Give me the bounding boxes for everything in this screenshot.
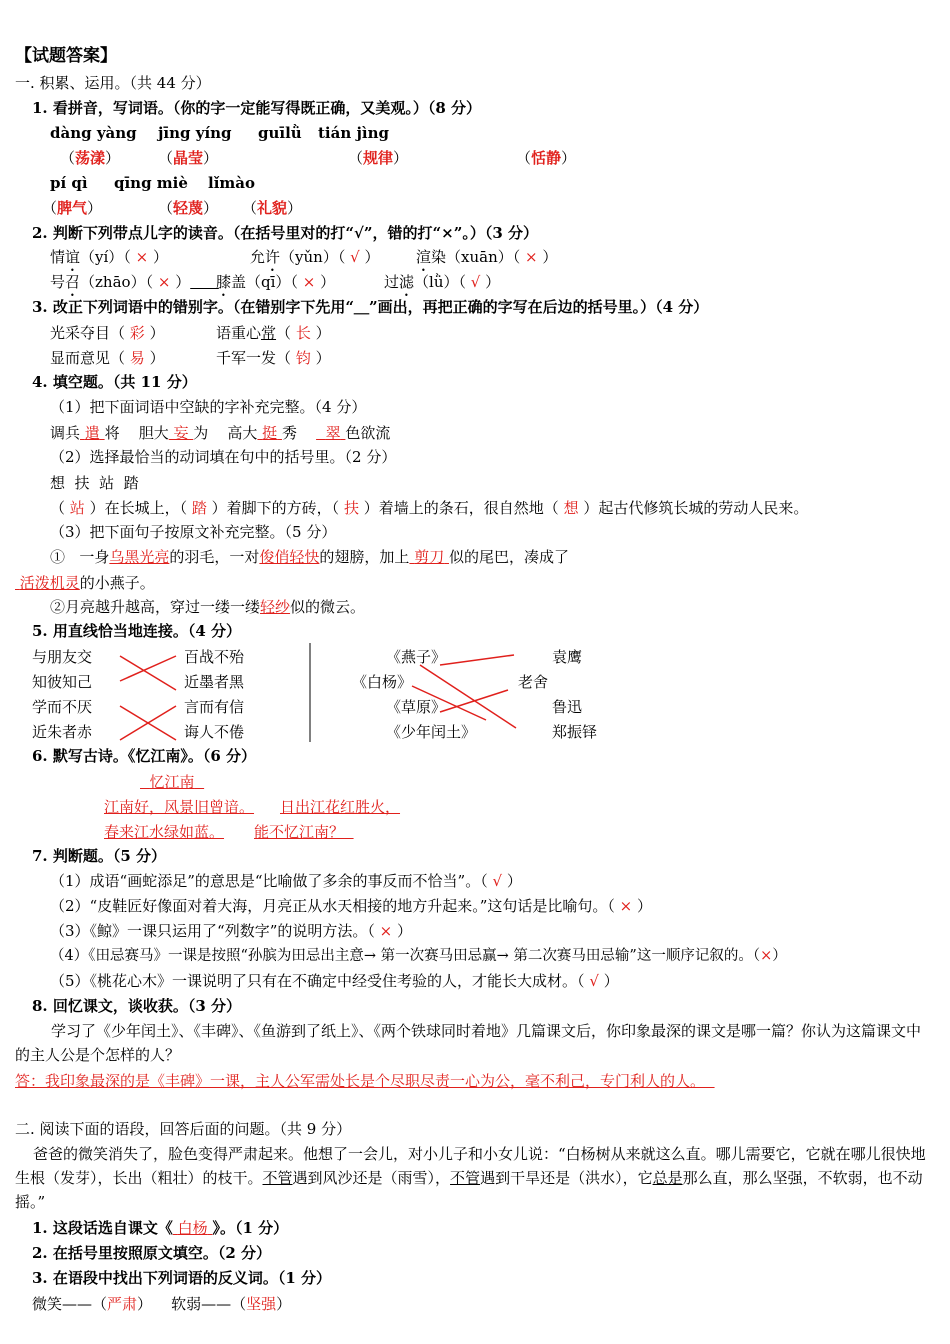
q4-word-3-a: 高大 [227,424,258,442]
q4-p2-num: ② [50,598,66,616]
q4-p1-f1: 乌黑光亮 [109,548,170,566]
q3-item-3-pre: 显而意见 [50,349,111,367]
pinyin-4: tián jìng [318,124,389,142]
s2-q3-a1: 严肃 [107,1295,138,1313]
q5-right2-4: 郑振铎 [552,723,598,741]
q3-item-2-ans: 长 [295,324,311,342]
poem-line-4 [254,822,354,842]
q2-item-4-mark: × [157,273,171,291]
passage-u3: 总是 [652,1169,683,1187]
pinyin-6: qīng miè [114,174,188,192]
answer-7-text: 礼貌 [257,199,288,217]
match-line-8 [440,690,508,712]
q2-item-2: 允许（yǔn）（ √ ） [250,248,380,266]
q7-item-4 [50,946,787,966]
poem-line-1-text: 江南好，风景旧曾谙。 [104,798,255,816]
passage-p3: 遇到干旱还是（洪水），它 [480,1169,653,1187]
pinyin-5: pí qì [50,174,88,192]
pinyin-7: lǐmào [208,174,255,192]
poem-line-4-text: 能不忆江南？ [254,823,345,841]
q7-title-text: 7. 判断题。（5 分） [32,847,167,865]
q2-item-1: 情谊（yí）（ × ） [50,248,168,266]
q2-item-3-dot: 渲 [416,248,432,266]
q1-title-text: 1. 看拼音，写词语。（你的字一定能写得既正确，又美观。）（8 分） [32,99,482,117]
q8-answer-text: 答：我印象最深的是《丰碑》一课，主人公军需处长是个尽职尽责一心为公，毫不利己，专门利人的人。 [15,1072,706,1090]
poem-line-1 [104,797,264,817]
q5-left2-4: 《少年闰土》 [386,723,477,741]
q5-left2-1: 《燕子》 [386,648,447,666]
answer-4: （恬静） [516,149,577,167]
q4-p1-t5: 的小燕子。 [79,574,155,592]
q4-word-1-a: 调兵 [50,424,81,442]
q7-item-4-mark: × [760,948,773,964]
match-line-7 [412,686,486,720]
q2-item-3-mark: × [525,248,538,266]
q4-sent-a1: 站 [69,499,85,517]
q7-item-4-end: ） [772,948,787,964]
q7-item-2-mark: × [619,897,633,915]
answer-4-text: 恬静 [531,149,562,167]
answer-1: （荡漾） [60,149,121,167]
pinyin-1: dàng yàng [50,124,137,142]
q7-item-1-mark: √ [492,872,503,890]
q3-item-3: 显而意见（ 易 ） [50,349,165,367]
poem-line-3 [104,822,224,842]
q4-p1-t1: 一身 [79,548,110,566]
s2-q1 [32,1218,288,1238]
reading-passage [15,1142,935,1214]
q7-item-1-end: ） [506,872,522,890]
q4-word-2-b: 为 [193,424,209,442]
answer-7: （礼貌） [242,199,303,217]
q2-item-2-py: （yǔn） [280,248,338,266]
q5-right2-3: 鲁迅 [552,698,583,716]
q3-item-4-ans: 钧 [295,349,311,367]
q6-title-text: 6. 默写古诗。《忆江南》。（6 分） [32,747,257,765]
q8-answer [15,1071,715,1091]
q4-p1-f4: 活泼机灵 [19,574,80,592]
q4-sub2: （2）选择最恰当的动词填在句中的括号里。（2 分） [50,448,397,466]
match-line-6 [440,655,514,665]
q4-word-2-fill: 妄 [173,424,189,442]
q7-item-2 [50,896,652,916]
passage-u1: 不管 [262,1169,293,1187]
q4-sent-t4: ）起古代修筑长城的劳动人民来。 [583,499,809,517]
q7-item-3-mark: × [379,922,393,940]
answer-5-text: 脾气 [57,199,88,217]
q7-item-5-text: （5）《桃花心木》一课说明了只有在不确定中经受住考验的人，才能长大成材。（ [50,972,585,990]
q2-item-2-mark: √ [350,248,360,266]
q2-item-3-py: （xuān） [446,248,513,266]
q4-word-2-a: 胆大 [138,424,169,442]
s2-q2: 2. 在括号里按照原文填空。（2 分） [32,1244,272,1262]
q3-item-3-ans: 易 [129,349,145,367]
q4-sent-a4: 想 [563,499,579,517]
q4-verbs: 想 扶 站 踏 [50,474,139,492]
page-title: 【试题答案】 [15,46,117,66]
pinyin-3: guīlǜ [258,124,302,142]
q5-left-2: 知彼知己 [32,673,93,691]
q5-left-3: 学而不厌 [32,698,93,716]
s2-q1-end: 》。（1 分） [212,1219,289,1237]
q4-sent-a3: 扶 [343,499,359,517]
q4-sent-a2: 踏 [191,499,207,517]
q7-item-3-text: （3）《鲸》一课只运用了“列数字”的说明方法。（ [50,922,375,940]
s2-q3-answers [32,1294,291,1314]
poem-title [140,772,204,792]
q5-right-2: 近墨者黑 [184,673,245,691]
passage-p2: 遇到风沙还是（雨雪）， [292,1169,451,1187]
q4-sent-t3: ）着墙上的条石，很自然地（ [363,499,559,517]
answer-2: （晶莹） [158,149,219,167]
q8-title [32,996,241,1016]
q4-p1-f2: 俊俏轻快 [259,548,320,566]
q5-left2-2: 《白杨》 [352,673,413,691]
q4-sub3: （3）把下面句子按原文补充完整。（5 分） [50,523,337,541]
q4-sentence: （ 站 ）在长城上，（ 踏 ）着脚下的方砖，（ 扶 ）着墙上的条石，很自然地（ 想 ）起古代修筑长城的劳动人民来。 [50,499,809,517]
q2-item-4-dot: 召 [65,273,81,291]
q3-title-text: 3. 改正下列词语中的错别字。（在错别字下先用“＿”画出，再把正确的字写在后边的括号里。）（4 分） [32,298,709,316]
q4-p1-t2: 的羽毛，一对 [169,548,260,566]
q3-item-2-err: 常 [261,324,277,342]
answer-5: （脾气） [42,199,103,217]
answer-1-text: 荡漾 [75,149,106,167]
q7-item-2-text: （2）“皮鞋匠好像面对着大海，月亮正从水天相接的地方升起来。”这句话是比喻句。（ [50,897,615,915]
match-line-2 [120,656,176,681]
answer-2-text: 晶莹 [173,149,204,167]
q2-item-3: 渲染（xuān）（ × ） [416,248,558,266]
q3-item-1-ans: 彩 [129,324,145,342]
q5-title-text: 5. 用直线恰当地连接。（4 分） [32,622,242,640]
q5-right2-1: 袁鹰 [552,648,583,666]
q2-item-1-mark: × [135,248,149,266]
q4-p1-f3: 剪刀 [414,548,445,566]
q7-item-3-end: ） [397,922,413,940]
q4-word-3-fill: 挺 [262,424,278,442]
q4-word-3-b: 秀 [281,424,297,442]
q5-left2-3: 《草原》 [386,698,447,716]
section1-title: 一. 积累、运用。（共 44 分） [15,74,211,92]
q8-title-text: 8. 回忆课文，谈收获。（3 分） [32,997,242,1015]
poem-line-3-text: 春来江水绿如蓝。 [104,823,225,841]
q2-item-5-mark: × [302,273,316,291]
s2-q1-answer: 白杨 [177,1219,208,1237]
q3-item-2-pre: 语重心 [216,324,262,342]
q4-sub1: （1）把下面词语中空缺的字补充完整。（4 分） [50,398,367,416]
q4-word-1-b: 将 [104,424,120,442]
answer-6: （轻蔑） [158,199,219,217]
poem-title-text: 忆江南 [149,773,195,791]
q7-item-2-end: ） [637,897,653,915]
passage-u2: 不管 [450,1169,481,1187]
match-line-1 [120,656,176,690]
q7-item-5-end: ） [603,972,619,990]
q2-item-5: 膝盖（qī）（ × ） [216,273,336,291]
q4-p2-f1: 轻纱 [260,598,291,616]
q4-p2-t1: 月亮越升越高，穿过一缕一缕 [65,598,261,616]
q2-item-6-py: （lǜ） [414,273,459,291]
section2-title: 二. 阅读下面的语段，回答后面的问题。（共 9 分） [15,1120,352,1138]
passage-p1: 爸爸的微笑消失了，脸色变得严肃起来。他想了一会儿，对小儿子和小女儿说：“白杨树从来就这么直。哪儿需要它，它就在哪儿很快地生根（发芽），长出（粗壮）的枝干。 [15,1145,926,1187]
s2-q3-a2: 坚强 [246,1295,277,1313]
q4-p1-num: ① [50,548,66,566]
q2-title-text: 2. 判断下列带点儿字的读音。（在括号里对的打“√”，错的打“×”。）（3 分） [32,224,538,242]
q4-p2-t2: 似的微云。 [290,598,366,616]
q5-right2-2: 老舍 [518,673,549,691]
q7-item-3 [50,921,412,941]
q2-item-1-dot: 谊 [65,248,81,266]
q3-item-1: 光采夺目（ 彩 ） [50,324,165,342]
pinyin-2: jīng yíng [158,124,232,142]
q2-item-4: 号召（zhāo）（ × ） [50,273,191,291]
q7-item-1-text: （1）成语“画蛇添足”的意思是“比喻做了多余的事反而不恰当”。（ [50,872,488,890]
q7-item-5 [50,971,619,991]
answer-6-text: 轻蔑 [173,199,204,217]
answer-3: （规律） [348,149,409,167]
q7-title [32,846,166,866]
s2-q3-m: ） 软弱——（ [137,1295,247,1313]
s2-q1-t: 1. 这段话选自课文《 [32,1219,173,1237]
q5-right-4: 诲人不倦 [184,723,245,741]
q2-item-2-dot: 许 [265,248,281,266]
q2-item-5-dot: 膝 [216,273,232,291]
q3-item-4: 千军一发（ 钧 ） [216,349,331,367]
q4-p1-t4: 似的尾巴，凑成了 [448,548,569,566]
q2-item-6-mark: √ [470,273,481,291]
q2-item-1-py: （yí） [80,248,124,266]
q5-right-1: 百战不殆 [184,648,245,666]
q8-body: 学习了《少年闰土》、《丰碑》、《鱼游到了纸上》、《两个铁球同时着地》几篇课文后，你印象最深的课文是哪一篇？你认为这篇课文中的主人公是个怎样的人？ [15,1022,922,1064]
q5-right-3: 言而有信 [184,698,245,716]
q7-item-4-text: （4）《田忌赛马》一课是按照“孙膑为田忌出主意→ 第一次赛马田忌赢→ 第二次赛马田忌输”这一顺序记叙的。（ [50,948,761,964]
q4-title-text: 4. 填空题。（共 11 分） [32,373,197,391]
q4-sent-t1: 在长城上，（ [104,499,188,517]
s2-q3-w1: 微笑——（ [32,1295,108,1313]
q4-sent-t2: ）着脚下的方砖，（ [211,499,340,517]
q2-item-4-py: （zhāo） [80,273,146,291]
q4-p1-t3: 的翅膀，加上 [319,548,410,566]
q3-item-1-pre: 光采夺目 [50,324,111,342]
answer-3-text: 规律 [363,149,394,167]
s2-q3: 3. 在语段中找出下列词语的反义词。（1 分） [32,1269,332,1287]
q4-word-4-b: 色欲流 [345,424,391,442]
poem-line-2 [280,797,400,817]
q5-left-1: 与朋友交 [32,648,93,666]
q4-word-1-fill: 遣 [84,424,100,442]
q3-item-2: 语重心常（ 长 ） [216,324,331,342]
q3-item-4-pre: 千军一发 [216,349,277,367]
q2-item-6-dot: 滤 [399,273,415,291]
q2-item-6: 过滤（lǜ）（ √ ） [384,273,501,291]
q5-left-4: 近朱者赤 [32,723,93,741]
passage-p4: 那么直，那么坚强，不软弱，也不动摇。” [15,1169,923,1211]
poem-line-2-text: 日出江花红胜火， [280,798,401,816]
q7-item-5-mark: √ [589,972,599,990]
s2-q3-e: ） [276,1295,292,1313]
q2-item-5-py: （qī） [246,273,291,291]
q4-word-4-fill: 翠 [325,424,341,442]
q7-item-1 [50,871,522,891]
q6-title [32,746,256,766]
